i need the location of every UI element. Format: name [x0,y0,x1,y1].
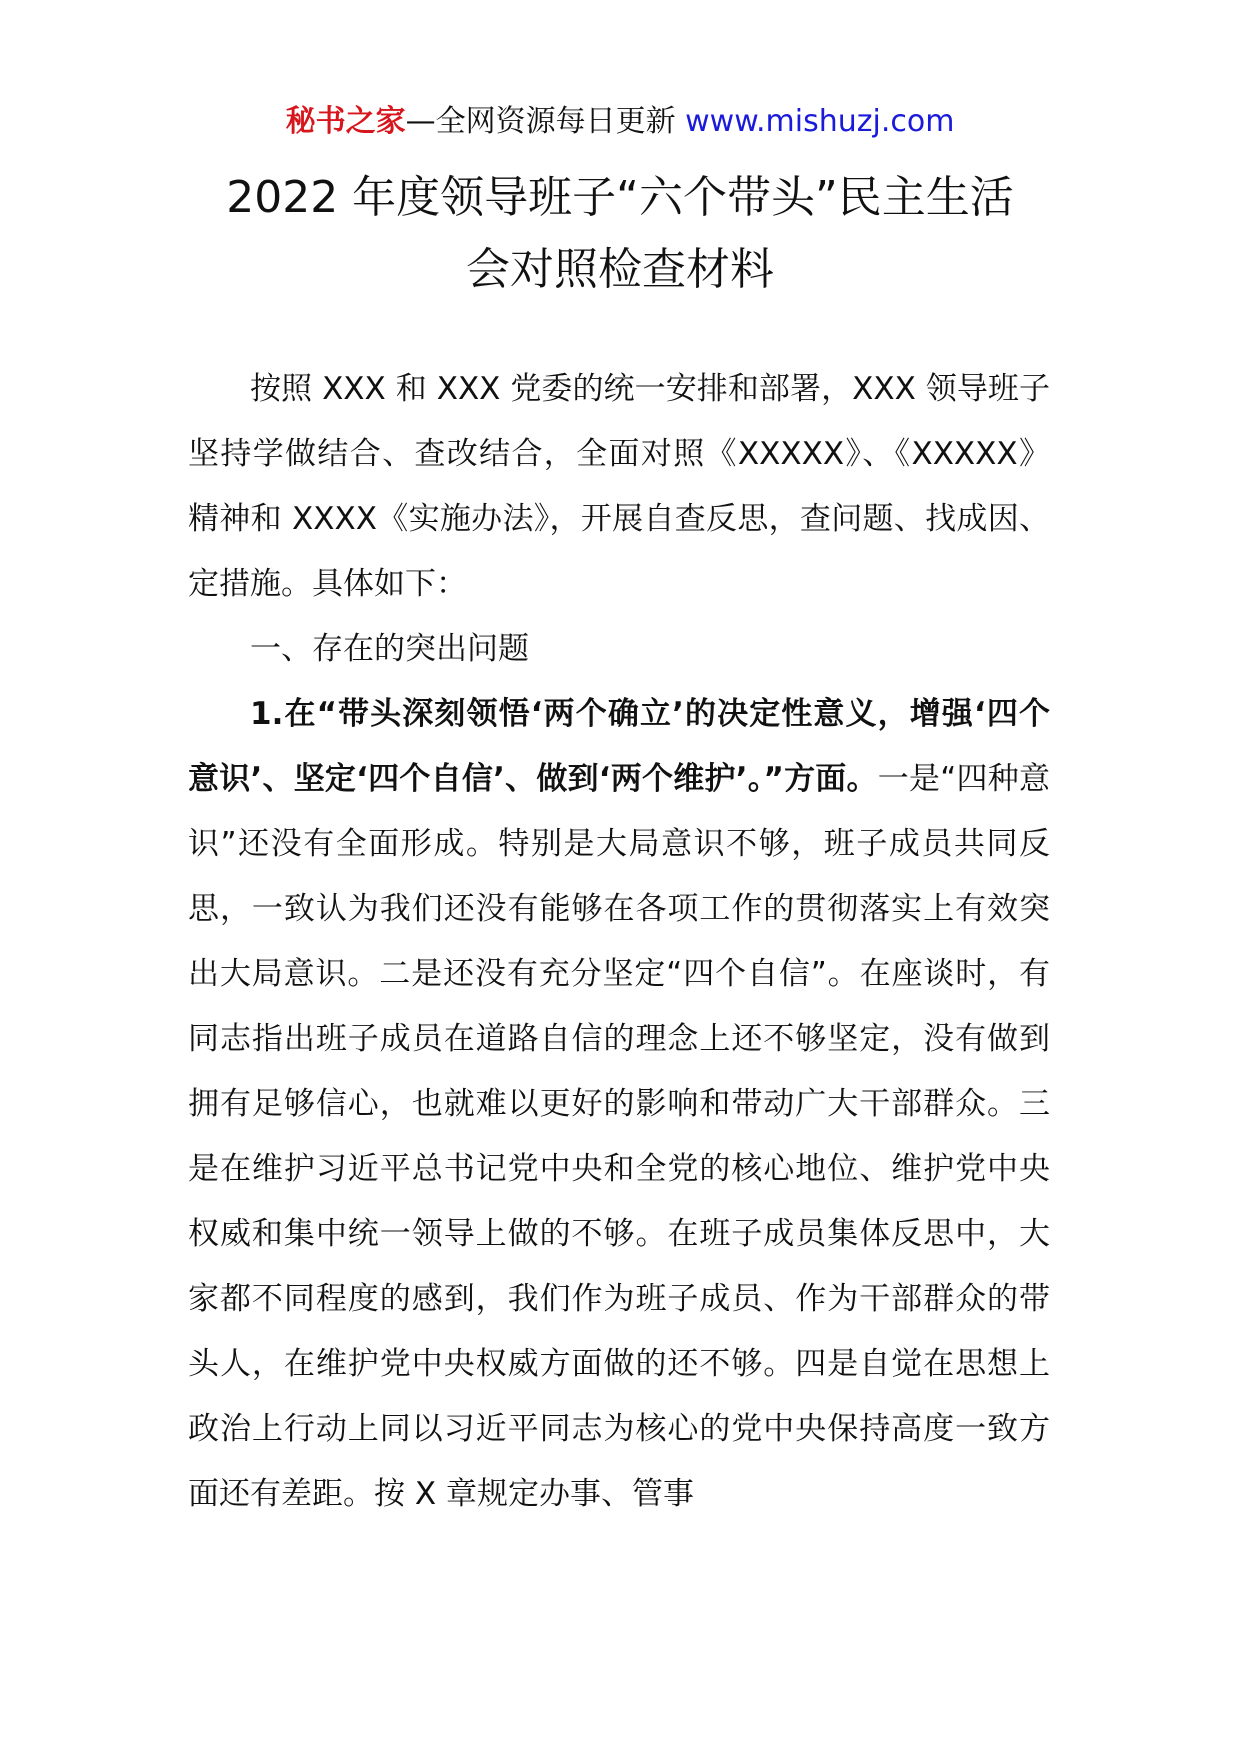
site-tagline: —全网资源每日更新 [405,104,686,139]
site-brand: 秘书之家 [285,104,406,139]
document-title [150,162,1090,306]
title-line-1: 2022 年度领导班子“六个带头”民主生活 [226,172,1014,223]
intro-paragraph: 按照 XXX 和 XXX 党委的统一安排和部署，XXX 领导班子坚持学做结合、查改结合，全面对照《XXXXX》、《XXXXX》精神和 XXXX《实施办法》，开展自查反思，查问题、找成因、定措施。具体如下： [188,371,1050,602]
item-1-heading: 1.在“带头深刻领悟‘两个确立’的决定性意义，增强‘四个意识’、坚定‘四个自信’、做到‘两个维护’。”方面。 [188,696,1050,797]
item-1-text: 一是“四种意识”还没有全面形成。特别是大局意识不够，班子成员共同反思，一致认为我们还没有能够在各项工作的贯彻落实上有效突出大局意识。二是还没有充分坚定“四个自信”。在座谈时，有同志指出班子成员在道路自信的理念上还不够坚定，没有做到拥有足够信心，也就难以更好的影响和带动广大干部群众。三是在维护习近平总书记党中央和全党的核心地位、维护党中央权威和集中统一领导上做的不够。在班子成员集体反思中，大家都不同程度的感到，我们作为班子成员、作为干部群众的带头人，在维护党中央权威方面做的还不够。四是自觉在思想上政治上行动上同以习近平同志为核心的党中央保持高度一致方面还有差距。按 X 章规定办事、管事 [188,761,1050,1512]
document-body [188,357,1050,1527]
site-header [0,100,1240,144]
section-heading: 一、存在的突出问题 [250,631,529,667]
title-line-2: 会对照检查材料 [466,244,774,295]
item-1-paragraph [188,682,1050,1527]
site-url[interactable]: www.mishuzj.com [685,104,955,139]
